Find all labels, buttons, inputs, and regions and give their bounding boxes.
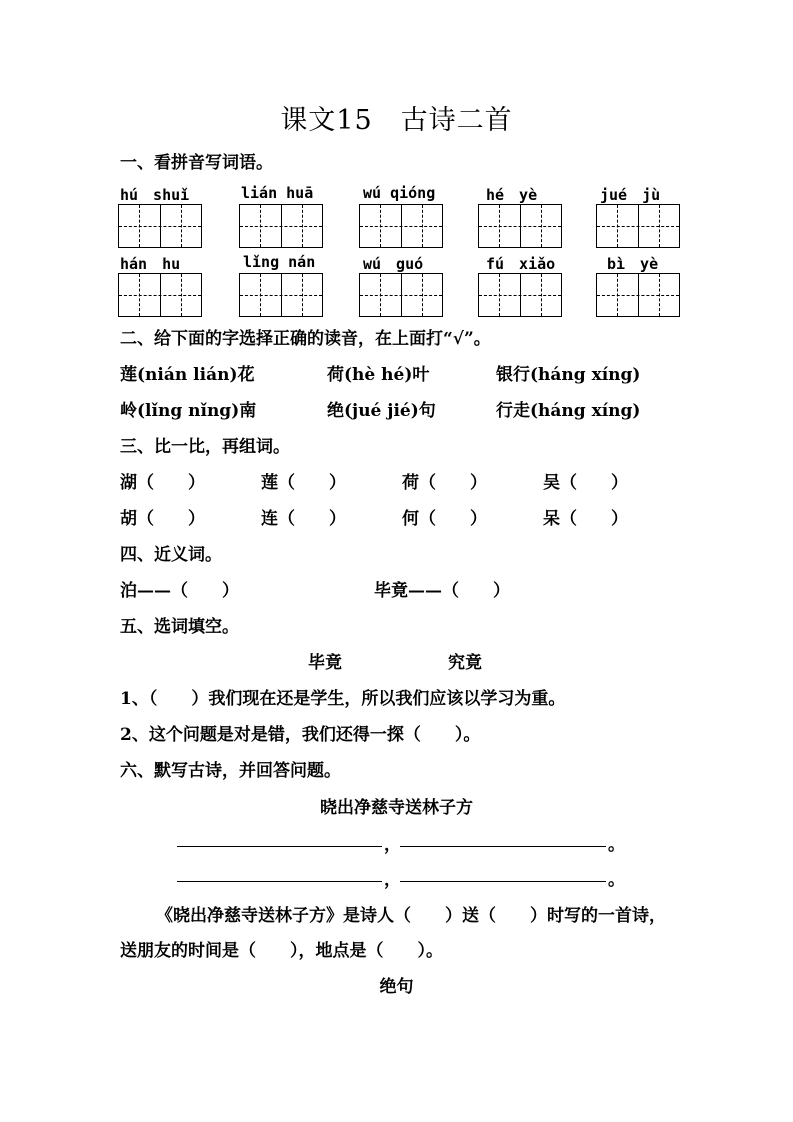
pinyin-label: lián huā [241,184,314,202]
pinyin-label: wú guó [363,255,424,273]
writing-box[interactable] [239,204,323,248]
pronunciation-item[interactable]: 岭(lǐng nǐng)南 [120,401,257,421]
word-group-item[interactable]: 呆（ ） [543,509,628,529]
writing-box[interactable] [359,273,443,317]
writing-box[interactable] [118,204,202,248]
word-group-item[interactable]: 吴（ ） [543,473,628,493]
word-group-item[interactable]: 荷（ ） [402,473,487,493]
pronunciation-item[interactable]: 行走(háng xíng) [496,401,641,421]
pinyin-label: jué jù [600,186,661,204]
poem-blank-line[interactable] [177,846,382,847]
poem-blank-line[interactable] [400,881,606,882]
pronunciation-item[interactable]: 荷(hè hé)叶 [327,365,430,385]
poem-blank-line[interactable] [400,846,606,847]
writing-box[interactable] [118,273,202,317]
section-6-heading: 六、默写古诗，并回答问题。 [120,761,341,781]
poem-blank-line[interactable] [177,881,382,882]
comma: ， [384,870,401,890]
word-group-item[interactable]: 湖（ ） [120,473,205,493]
writing-box[interactable] [478,204,562,248]
writing-box[interactable] [359,204,443,248]
word-choice: 究竟 [448,653,482,673]
pinyin-label: lǐng nán [243,253,316,271]
section-4-heading: 四、近义词。 [120,545,222,565]
writing-box[interactable] [239,273,323,317]
writing-box[interactable] [596,204,680,248]
section-3-heading: 三、比一比，再组词。 [120,437,290,457]
writing-box[interactable] [596,273,680,317]
fill-question-2[interactable]: 2、这个问题是对是错，我们还得一探（ ）。 [120,725,481,745]
poem-question-line-1[interactable]: 《晓出净慈寺送林子方》是诗人（ ）送（ ）时写的一首诗， [156,906,666,926]
pinyin-label: bì yè [607,255,659,273]
word-group-item[interactable]: 莲（ ） [261,473,346,493]
poem-2-title: 绝句 [379,977,414,997]
period: 。 [608,835,625,855]
section-5-heading: 五、选词填空。 [120,617,239,637]
word-group-item[interactable]: 何（ ） [402,509,487,529]
period: 。 [608,870,625,890]
pronunciation-item[interactable]: 绝(jué jié)句 [327,401,436,421]
word-group-item[interactable]: 连（ ） [261,509,346,529]
pronunciation-item[interactable]: 银行(háng xíng) [496,365,641,385]
word-choice: 毕竟 [308,653,342,673]
synonym-item[interactable]: 泊——（ ） [120,581,239,601]
fill-question-1[interactable]: 1、（ ）我们现在还是学生，所以我们应该以学习为重。 [120,689,566,709]
section-2-heading: 二、给下面的字选择正确的读音，在上面打“√”。 [120,329,491,349]
page-title: 课文15 古诗二首 [280,105,513,136]
pronunciation-item[interactable]: 莲(nián lián)花 [120,365,255,385]
pinyin-label: hé yè [486,186,538,204]
pinyin-label: wú qióng [363,184,436,202]
pinyin-label: hú shuǐ [120,186,190,204]
poem-question-line-2[interactable]: 送朋友的时间是（ ），地点是（ ）。 [120,941,443,961]
pinyin-label: fú xiǎo [486,255,556,273]
section-1-heading: 一、看拼音写词语。 [120,153,273,173]
word-group-item[interactable]: 胡（ ） [120,509,205,529]
writing-box[interactable] [478,273,562,317]
pinyin-label: hán hu [120,255,181,273]
poem-title: 晓出净慈寺送林子方 [320,798,473,818]
synonym-item[interactable]: 毕竟——（ ） [374,581,510,601]
comma: ， [384,835,401,855]
